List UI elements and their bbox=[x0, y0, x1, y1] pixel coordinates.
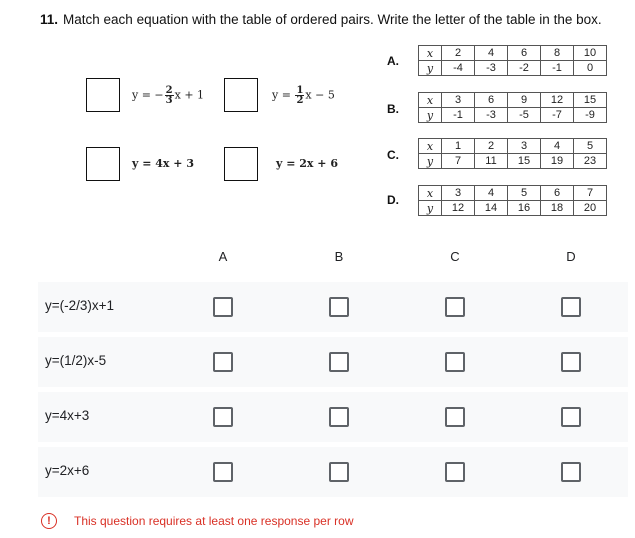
question-number: 11. bbox=[40, 12, 59, 27]
checkbox-row1-b[interactable] bbox=[329, 297, 349, 317]
grid-row-3 bbox=[38, 392, 628, 442]
checkbox-row1-a[interactable] bbox=[213, 297, 233, 317]
answer-box-4 bbox=[224, 147, 258, 181]
grid-column-a: A bbox=[218, 249, 228, 264]
table-a: x 2 4 6 8 10 y -4 -3 -2 -1 0 bbox=[418, 45, 607, 76]
table-b: x 3 6 9 12 15 y -1 -3 -5 -7 -9 bbox=[418, 92, 607, 123]
grid-column-d: D bbox=[566, 249, 576, 264]
answer-box-2 bbox=[224, 78, 258, 112]
checkbox-row2-d[interactable] bbox=[561, 352, 581, 372]
checkbox-row2-b[interactable] bbox=[329, 352, 349, 372]
equation-2: y = $\frac{1}{2}$ x − 5 bbox=[272, 85, 335, 106]
table-a-label: A. bbox=[387, 54, 399, 68]
grid-row-4 bbox=[38, 447, 628, 497]
answer-box-3 bbox=[86, 147, 120, 181]
error-message: This question requires at least one response per row bbox=[74, 514, 354, 528]
grid-row-1 bbox=[38, 282, 628, 332]
table-d: x 3 4 5 6 7 y 12 14 16 18 20 bbox=[418, 185, 607, 216]
table-c: x 1 2 3 4 5 y 7 11 15 19 23 bbox=[418, 138, 607, 169]
checkbox-row4-d[interactable] bbox=[561, 462, 581, 482]
grid-row-label: y=4x+3 bbox=[45, 408, 90, 423]
grid-row-label: y=2x+6 bbox=[45, 463, 90, 478]
table-d-label: D. bbox=[387, 193, 399, 207]
checkbox-row3-b[interactable] bbox=[329, 407, 349, 427]
checkbox-row3-a[interactable] bbox=[213, 407, 233, 427]
checkbox-row3-d[interactable] bbox=[561, 407, 581, 427]
checkbox-row1-c[interactable] bbox=[445, 297, 465, 317]
checkbox-row1-d[interactable] bbox=[561, 297, 581, 317]
checkbox-row4-a[interactable] bbox=[213, 462, 233, 482]
answer-box-1 bbox=[86, 78, 120, 112]
equation-4: y = 2x + 6 bbox=[276, 157, 339, 170]
checkbox-row2-c[interactable] bbox=[445, 352, 465, 372]
table-c-label: C. bbox=[387, 148, 399, 162]
grid-row-label: y=(1/2)x-5 bbox=[45, 353, 107, 368]
question-prompt: Match each equation with the table of ordered pairs. Write the letter of the table in the box. bbox=[63, 12, 602, 27]
checkbox-row3-c[interactable] bbox=[445, 407, 465, 427]
equation-1: y = − $\frac{2}{3}$ x + 1 bbox=[132, 85, 205, 106]
grid-column-b: B bbox=[334, 249, 344, 264]
error-icon: ! bbox=[41, 513, 57, 529]
grid-row-2 bbox=[38, 337, 628, 387]
checkbox-row4-b[interactable] bbox=[329, 462, 349, 482]
checkbox-row4-c[interactable] bbox=[445, 462, 465, 482]
equation-3: y = 4x + 3 bbox=[132, 157, 195, 170]
checkbox-row2-a[interactable] bbox=[213, 352, 233, 372]
question-title bbox=[40, 12, 602, 27]
validation-error bbox=[41, 513, 354, 529]
grid-column-c: C bbox=[450, 249, 460, 264]
grid-row-label: y=(-2/3)x+1 bbox=[45, 298, 115, 313]
table-b-label: B. bbox=[387, 102, 399, 116]
